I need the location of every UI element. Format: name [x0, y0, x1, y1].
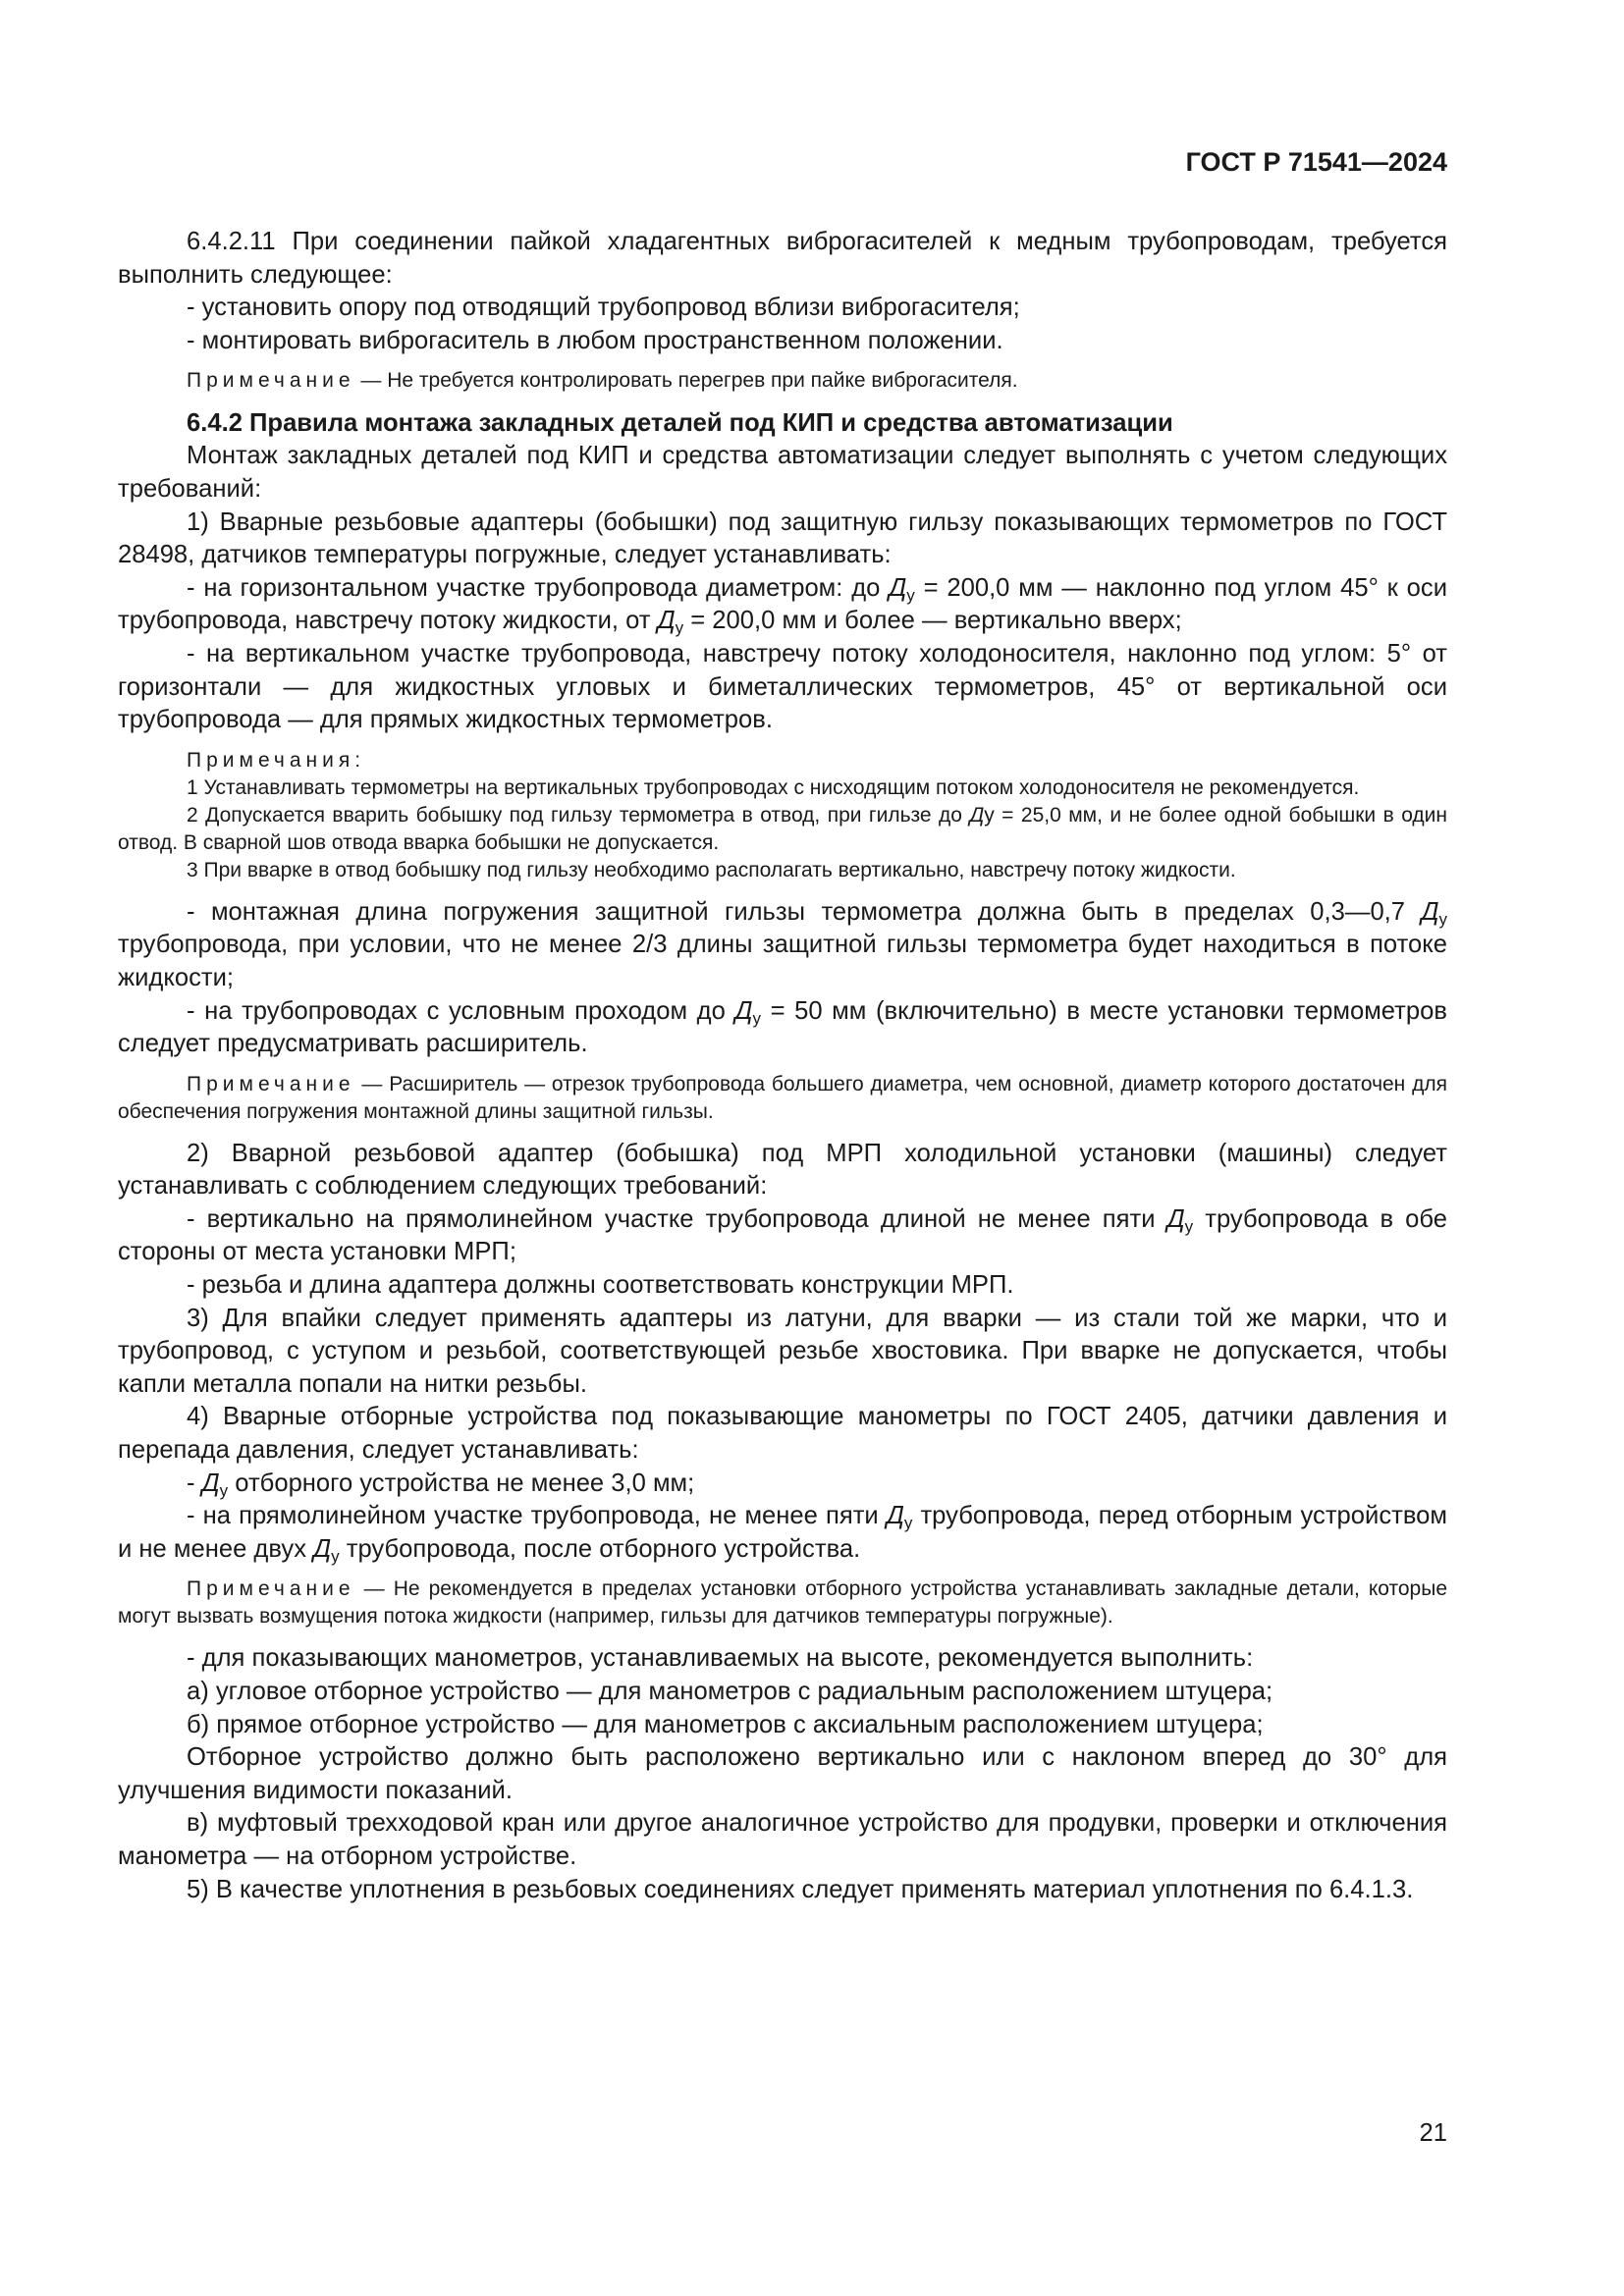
dy-symbol: $Д_у$ [201, 1468, 229, 1500]
dy-symbol: $Д_у$ [734, 996, 761, 1028]
paragraph: Монтаж закладных деталей под КИП и средства автоматизации следует выполнять с учетом следующих требований: [118, 442, 1447, 503]
list-item: - на прямолинейном участке трубопровода, не менее пяти $Д_у$ трубопровода, перед отборным устройством и не менее двух $Д_у$ трубопровода, после отборного устройства. [118, 1502, 1447, 1566]
note-item: 1 Устанавливать термометры на вертикальных трубопроводах с нисходящим потоком холодоносителя не рекомендуется. [187, 775, 1360, 799]
note-item: 2 Допускается вварить бобышку под гильзу термометра в отвод, при гильзе до Ду = 25,0 мм, и не более одной бобышки в один отвод. В сварной шов отвода вварка бобышки не допускается. [118, 803, 1447, 854]
page-content [118, 226, 1447, 1906]
list-item: - вертикально на прямолинейном участке трубопровода длиной не менее пяти $Д_у$ трубопровода в обе стороны от места установки МРП; [118, 1204, 1448, 1266]
list-item: - на трубопроводах с условным проходом до $Д_у = 50$ мм (включительно) в месте установки термометров следует предусматривать расширитель. [118, 996, 1447, 1058]
paragraph: 4) Вварные отборные устройства под показывающие манометры по ГОСТ 2405, датчики давления и перепада давления, следует устанавливать: [118, 1403, 1447, 1465]
dy-symbol: $Д_у$ [313, 1534, 340, 1566]
list-item: - $Д_у$ отборного устройства не менее 3,0 мм; [187, 1468, 695, 1500]
list-item: - монтажная длина погружения защитной гильзы термометра должна быть в пределах 0,3—0,7 $Д_у$ трубопровода, при условии, что не менее 2/3 длины защитной гильзы термометра будет находиться в потоке жидкости; [118, 897, 1447, 991]
paragraph: 2) Вварной резьбовой адаптер (бобышка) под МРП холодильной установки (машины) следует устанавливать с соблюдением следующих требований: [118, 1139, 1447, 1201]
note-label: Примечание [187, 1072, 355, 1095]
dy-symbol: $Д_у$ [1166, 1204, 1194, 1236]
note-text: — Расширитель — отрезок трубопровода большего диаметра, чем основной, диаметр которого достаточен для обеспечения погружения монтажной длины защитной гильзы. [118, 1072, 1447, 1123]
note-text: — Не рекомендуется в пределах установки отборного устройства устанавливать закладные детали, которые могут вызвать возмущения потока жидкости (например, гильзы для датчиков температуры погружные). [118, 1577, 1447, 1629]
note [118, 367, 1447, 395]
paragraph: 5) В качестве уплотнения в резьбовых соединениях следует применять материал уплотнения по 6.4.1.3. [187, 1875, 1414, 1903]
list-item: - резьба и длина адаптера должны соответствовать конструкции МРП. [187, 1271, 1014, 1300]
dy-symbol: $Д_у$ [1421, 897, 1447, 929]
paragraph: 3) Для впайки следует применять адаптеры из латуни, для вварки — из стали той же марки, что и трубопровод, с уступом и резьбой, соответствующей резьбе хвостовика. При вварке не допускается, чтобы капли металла попали на нитки резьбы. [118, 1304, 1447, 1398]
list-item: - монтировать виброгаситель в любом пространственном положении. [187, 326, 1003, 354]
document-number-header: ГОСТ Р 71541—2024 [1185, 147, 1447, 177]
dy-symbol: $Д_у$ [886, 1502, 913, 1533]
paragraph: 6.4.2.11 При соединении пайкой хладагентных виброгасителей к медным трубопроводам, требуется выполнить следующее: [118, 228, 1447, 289]
list-item: - для показывающих манометров, устанавливаемых на высоте, рекомендуется выполнить: [187, 1644, 1254, 1673]
list-item: в) муфтовый трехходовой кран или другое аналогичное устройство для продувки, проверки и отключения манометра — на отборном устройстве. [118, 1809, 1447, 1870]
dy-symbol: $Д_у$ [657, 607, 684, 638]
note-item: 3 При вварке в отвод бобышку под гильзу необходимо располагать вертикально, навстречу потоку жидкости. [187, 858, 1236, 881]
notes-label: Примечания: [187, 748, 366, 772]
paragraph: Отборное устройство должно быть расположено вертикально или с наклоном вперед до 30° для улучшения видимости показаний. [118, 1743, 1447, 1804]
note-text: — Не требуется контролировать перегрев при пайке виброгасителя. [354, 369, 1018, 393]
note [118, 1071, 1447, 1126]
note [118, 1575, 1447, 1630]
note-label: Примечание [187, 1577, 355, 1601]
document-page [118, 0, 1447, 2296]
dy-symbol: $Д_у$ [889, 573, 915, 605]
paragraph: 1) Вварные резьбовые адаптеры (бобышки) под защитную гильзу показывающих термометров по ГОСТ 28498, датчиков температуры погружные, следует устанавливать: [118, 507, 1447, 569]
list-item: а) угловое отборное устройство — для манометров с радиальным расположением штуцера; [187, 1678, 1273, 1705]
page-number: 21 [1419, 2119, 1447, 2147]
notes [118, 747, 1447, 884]
list-item: б) прямое отборное устройство — для манометров с аксиальным расположением штуцера; [187, 1710, 1264, 1738]
list-item: - на вертикальном участке трубопровода, навстречу потоку холодоносителя, наклонно под углом: 5° от горизонтали — для жидкостных угловых и биметаллических термометров, 45° от вертикальной оси трубопровода — для прямых жидкостных термометров. [118, 639, 1447, 734]
note-label: Примечание [187, 369, 355, 393]
list-item: - установить опору под отводящий трубопровод вблизи виброгасителя; [187, 294, 1020, 322]
list-item: - на горизонтальном участке трубопровода диаметром: до $Д_у = 200,0$ мм — наклонно под углом 45° к оси трубопровода, навстречу потоку жидкости, от $Д_у = 200,0$ мм и более — вертикально вверх; [118, 573, 1447, 638]
section-heading: 6.4.2 Правила монтажа закладных деталей под КИП и средства автоматизации [187, 409, 1173, 438]
